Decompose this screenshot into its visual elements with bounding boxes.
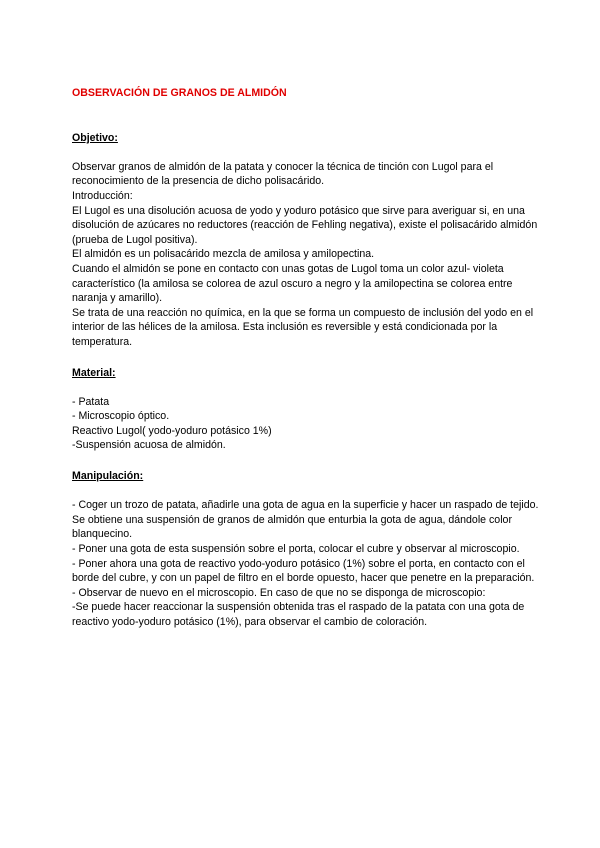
objetivo-line: Se trata de una reacción no química, en la que se forma un compuesto de inclusión del yodo en el interior de las hélices de la amilosa. Esta inclusión es reversible y está condicionada por la temperatura. [72, 306, 534, 348]
objetivo-heading: Objetivo: [72, 131, 118, 144]
objetivo-line: Observar granos de almidón de la patata y conocer la técnica de tinción con Lugol para el reconocimiento de la presencia de dicho polisacárido. [72, 160, 494, 188]
objetivo-line: El almidón es un polisacárido mezcla de amilosa y amilopectina. [72, 248, 375, 261]
material-item: -Suspensión acuosa de almidón. [72, 439, 226, 452]
manipulacion-step: Se obtiene una suspensión de granos de almidón que enturbia la gota de agua, dándole color blanquecino. [72, 513, 512, 541]
introduccion-label: Introducción: [72, 189, 133, 202]
material-item: - Microscopio óptico. [72, 410, 170, 423]
material-item: Reactivo Lugol( yodo-yoduro potásico 1%) [72, 424, 272, 437]
document-page [72, 86, 542, 646]
manipulacion-step: - Poner una gota de esta suspensión sobre el porta, colocar el cubre y observar al microscopio. [72, 543, 520, 556]
objetivo-line: El Lugol es una disolución acuosa de yodo y yoduro potásico que sirve para averiguar si, en una disolución de azúcares no reductores (reacción de Fehling negativa), existe el polisacárido almidón (prueba de Lugol positiva). [72, 204, 538, 246]
manipulacion-step: - Coger un trozo de patata, añadirle una gota de agua en la superficie y hacer un raspado de tejido. [72, 499, 539, 512]
objetivo-line: Cuando el almidón se pone en contacto con unas gotas de Lugol toma un color azul- violeta característico (la amilosa se colorea de azul oscuro a negro y la amilopectina se colorea entre naranja y amarillo). [72, 262, 513, 305]
objetivo-body [72, 160, 542, 350]
manipulacion-step: - Poner ahora una gota de reactivo yodo-yoduro potásico (1%) sobre el porta, en contacto con el borde del cubre, y con un papel de filtro en el borde opuesto, hacer que penetre en la preparación. [72, 557, 535, 585]
manipulacion-body [72, 498, 542, 629]
document-title: OBSERVACIÓN DE GRANOS DE ALMIDÓN [72, 87, 287, 99]
material-heading: Material: [72, 366, 116, 379]
material-list [72, 395, 542, 453]
material-item: - Patata [72, 395, 110, 408]
manipulacion-heading: Manipulación: [72, 470, 144, 483]
manipulacion-step: -Se puede hacer reaccionar la suspensión obtenida tras el raspado de la patata con una gota de reactivo yodo-yoduro potásico (1%), para observar el cambio de coloración. [72, 601, 525, 628]
manipulacion-step: - Observar de nuevo en el microscopio. En caso de que no se disponga de microscopio: [72, 586, 486, 599]
